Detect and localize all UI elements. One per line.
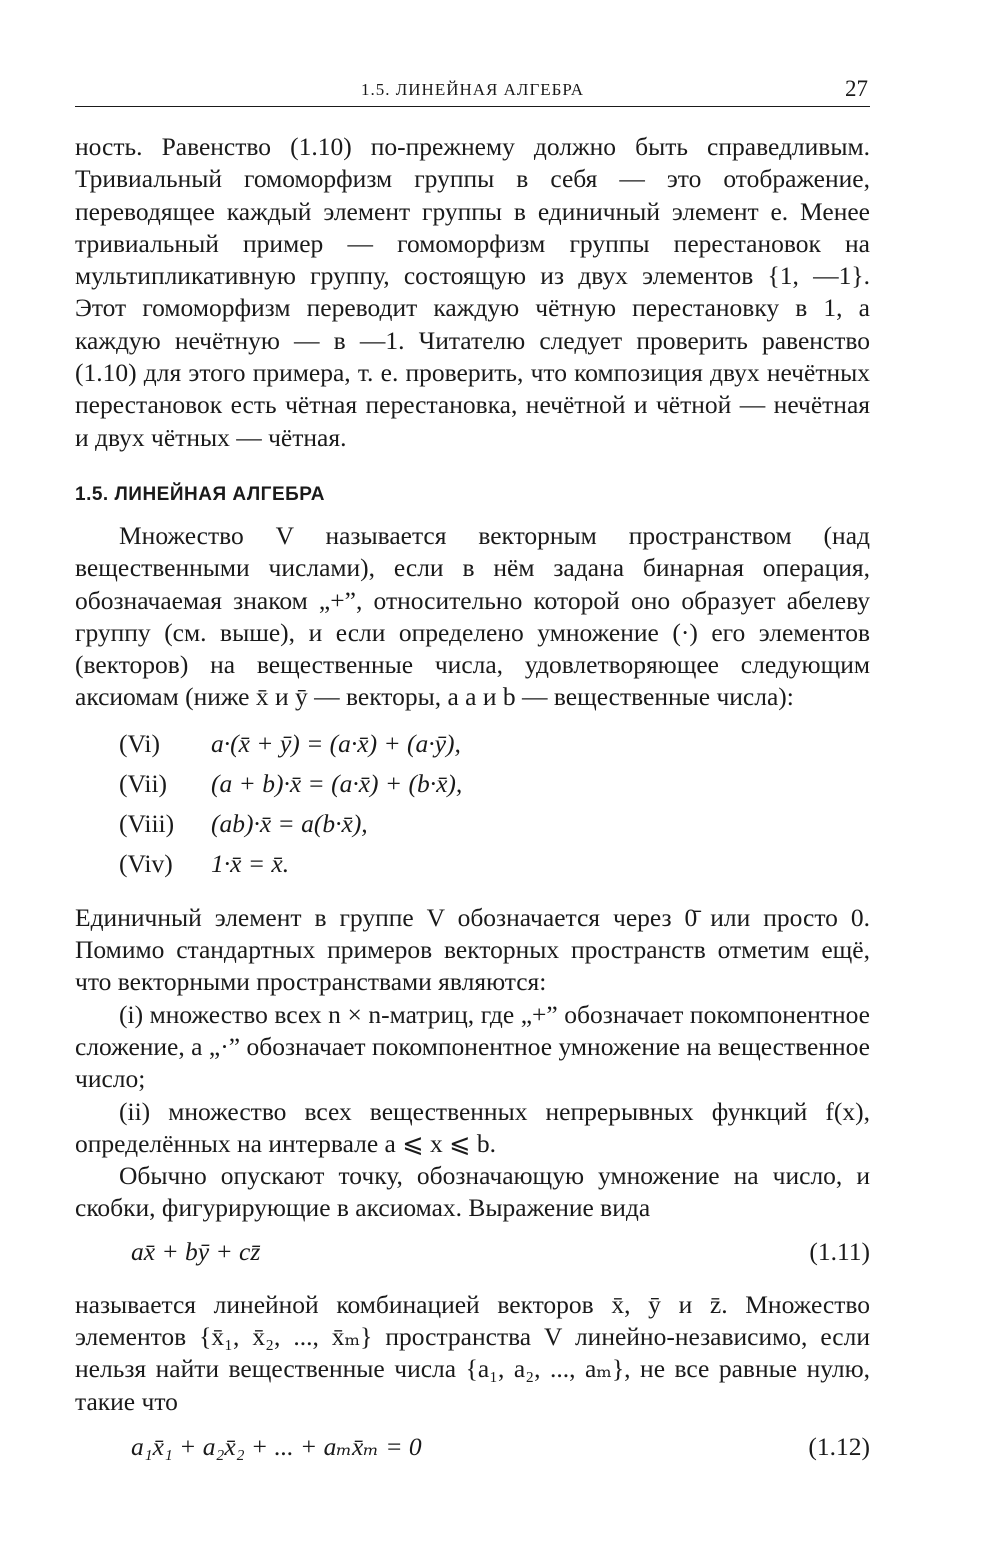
equation-1-11 (75, 1237, 870, 1267)
axiom-label: (Vi) (119, 728, 160, 758)
list-item-matrices: (i) множество всех n × n-матриц, где „+” обозначает покомпонентное сложение, а „·” обозначает покомпонентное умножение на вещественное число; (75, 999, 870, 1094)
book-page (75, 70, 870, 1484)
paragraph-vector-space-definition: Множество V называется векторным пространством (над вещественными числами), если в нём задана бинарная операция, обозначаемая знаком „+”, относительно которой оно образует абелеву группу (см. выше), и если определено умножение (·) его элементов (векторов) на вещественные числа, удовлетворяющее следующим аксиомам (ниже x̄ и ȳ — векторы, а a и b — вещественные числа): (75, 520, 870, 712)
section-heading: 1.5. ЛИНЕЙНАЯ АЛГЕБРА (75, 483, 325, 505)
axiom-line (119, 724, 870, 764)
page-number: 27 (845, 76, 868, 101)
axiom-formula: a·(x̄ + ȳ) = (a·x̄) + (a·ȳ), (211, 728, 461, 758)
axiom-formula: (a + b)·x̄ = (a·x̄) + (b·x̄), (211, 768, 463, 798)
paragraph-zero-element: Единичный элемент в группе V обозначается через 0̄ или просто 0. Помимо стандартных примеров векторных пространств отметим ещё, что векторными пространствами являются: (75, 902, 870, 997)
equation-formula: ax̄ + bȳ + cz̄ (131, 1236, 261, 1266)
paragraph-homomorphism: ность. Равенство (1.10) по-прежнему должно быть справедливым. Тривиальный гомоморфизм группы в себя — это отображение, переводящее каждый элемент группы в единичный элемент e. Менее тривиальный пример — гомоморфизм группы перестановок на мультипликативную группу, состоящую из двух элементов {1, —1}. Этот гомоморфизм переводит каждую чётную перестановку в 1, а каждую нечётную — в —1. Читателю следует проверить равенство (1.10) для этого примера, т. е. проверить, что композиция двух нечётных перестановок есть чётная перестановка, нечётной и чётной — нечётная и двух чётных — чётная. (75, 132, 870, 452)
paragraph-notation: Обычно опускают точку, обозначающую умножение на число, и скобки, фигурирующие в аксиомах. Выражение вида (75, 1161, 870, 1223)
running-title: 1.5. ЛИНЕЙНАЯ АЛГЕБРА (361, 80, 584, 99)
axiom-line (119, 804, 870, 844)
equation-number: (1.11) (809, 1236, 870, 1266)
axiom-formula: (ab)·x̄ = a(b·x̄), (211, 808, 368, 838)
axiom-label: (Vii) (119, 768, 168, 798)
equation-formula: a₁x̄₁ + a₂x̄₂ + ... + aₘx̄ₘ = 0 (131, 1431, 422, 1461)
running-header (75, 70, 870, 107)
axiom-line (119, 764, 870, 804)
axiom-line (119, 844, 870, 884)
paragraph-linear-combination: называется линейной комбинацией векторов x̄, ȳ и z̄. Множество элементов {x̄₁, x̄₂, ..., x̄ₘ} пространства V линейно-независимо, если нельзя найти вещественные числа {a₁, a₂, ..., aₘ}, не все равные нулю, такие что (75, 1289, 870, 1416)
axiom-label: (Viv) (119, 848, 173, 878)
equation-number: (1.12) (808, 1431, 870, 1461)
axiom-formula: 1·x̄ = x̄. (211, 848, 290, 878)
equation-1-12 (75, 1432, 870, 1462)
axioms-list (119, 724, 870, 884)
axiom-label: (Viii) (119, 808, 175, 838)
list-item-functions: (ii) множество всех вещественных непрерывных функций f(x), определённых на интервале a ⩽ x ⩽ b. (75, 1096, 870, 1158)
